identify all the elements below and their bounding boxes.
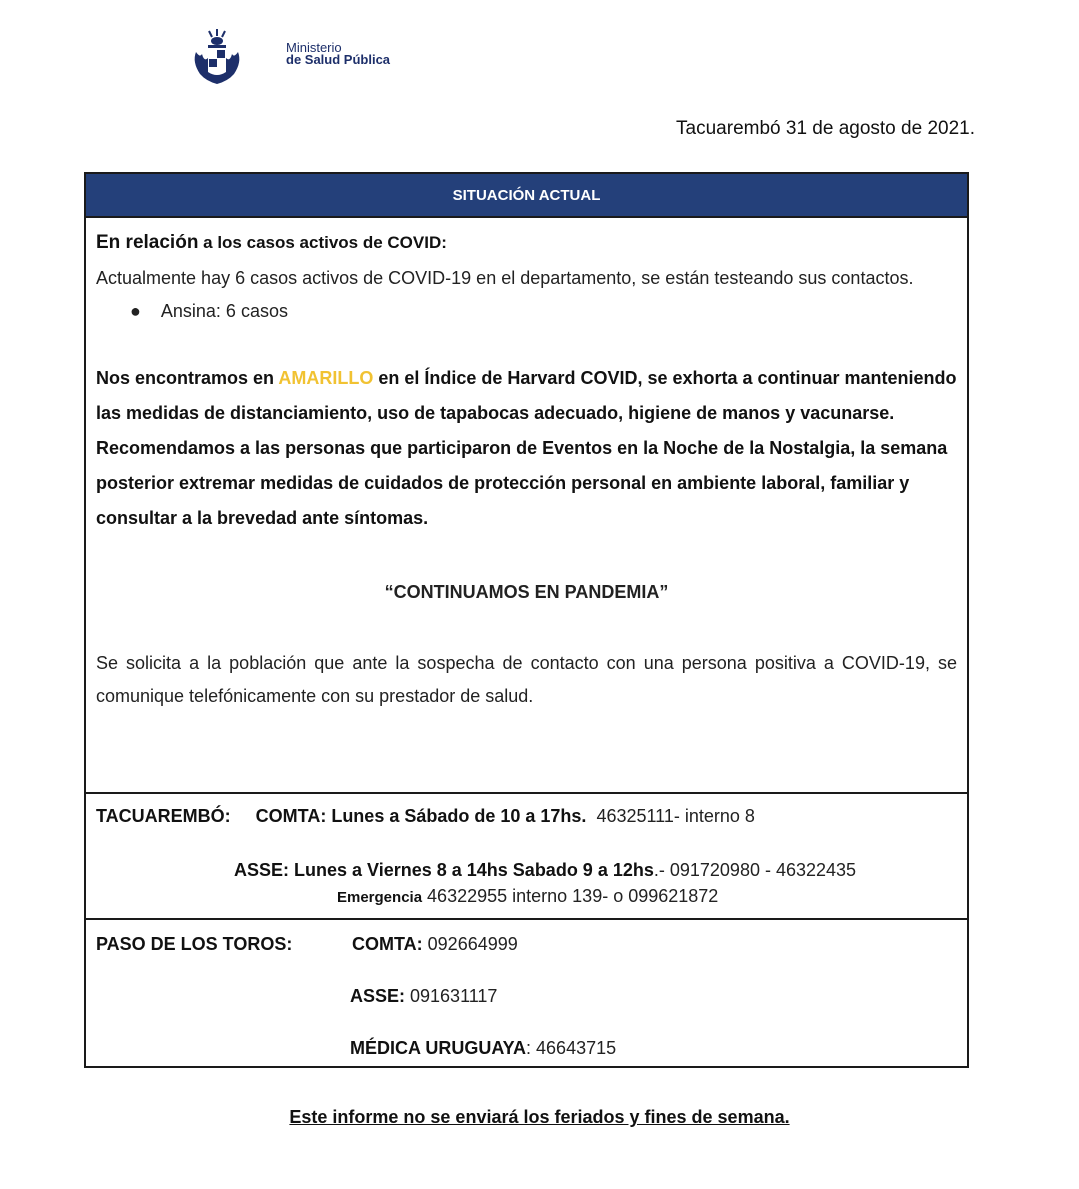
alert-post: en el Índice de Harvard COVID, se exhorta a continuar manteniendo las medidas de distanciamiento, uso de tapabocas adecuado, higiene de manos y vacunarse.	[96, 368, 957, 423]
intro-paragraph: Actualmente hay 6 casos activos de COVID-19 en el departamento, se están testeando sus contactos.	[96, 268, 914, 288]
document-date: Tacuarembó 31 de agosto de 2021.	[676, 118, 975, 139]
paso-comta	[352, 934, 518, 955]
paso-medica-label: MÉDICA URUGUAYA	[350, 1038, 527, 1058]
paso-medica	[350, 1038, 616, 1059]
tacuarembo-asse	[234, 860, 856, 881]
tacuarembo-comta-label: COMTA: Lunes a Sábado de 10 a 17hs.	[255, 806, 587, 826]
ministry-line2: de Salud Pública	[286, 52, 391, 67]
footer-note: Este informe no se enviará los feriados y fines de semana.	[289, 1107, 790, 1127]
tacuarembo-comta-phone: 46325111- interno 8	[596, 806, 755, 826]
paso-comta-label: COMTA:	[352, 934, 423, 954]
tacuarembo-city: TACUAREMBÓ:	[96, 806, 231, 826]
alert-paragraph	[96, 361, 957, 431]
emergencia-phone: 46322955 interno 139- o 099621872	[422, 886, 719, 906]
tacuarembo-section	[86, 794, 967, 920]
tacuarembo-emergencia	[337, 886, 718, 907]
bullet-item: ● Ansina: 6 casos	[130, 301, 288, 321]
request-paragraph: Se solicita a la población que ante la sospecha de contacto con una persona positiva a COVID-19, se comunique telefónicamente con su prestador de salud.	[96, 653, 957, 706]
situation-box	[84, 172, 969, 1068]
situation-section	[86, 218, 967, 794]
emergencia-label: Emergencia	[337, 889, 423, 906]
section-heading	[96, 232, 957, 254]
paso-city: PASO DE LOS TOROS:	[96, 934, 293, 954]
heading-small: a los casos activos de COVID:	[198, 233, 447, 252]
alert-color-word: AMARILLO	[278, 368, 374, 388]
tacuarembo-comta	[96, 806, 755, 827]
paso-asse-phone: 091631117	[405, 986, 498, 1006]
ministry-line1: Ministerio	[286, 40, 342, 55]
ministry-name	[286, 42, 390, 66]
paso-asse	[350, 986, 497, 1007]
alert-pre: Nos encontramos en	[96, 368, 279, 388]
tacuarembo-asse-phone: .- 091720980 - 46322435	[653, 860, 857, 880]
recommend-paragraph: Recomendamos a las personas que participaron de Eventos en la Noche de la Nostalgia, la semana posterior extremar medidas de cuidados de protección personal en ambiente laboral, familiar y consultar a la brevedad ante síntomas.	[96, 438, 948, 528]
uruguay-coat-of-arms-icon	[188, 28, 246, 86]
paso-medica-phone: : 46643715	[526, 1038, 617, 1058]
heading-large: En relación	[96, 232, 199, 253]
tacuarembo-asse-label: ASSE: Lunes a Viernes 8 a 14hs Sabado 9 a 12hs	[234, 860, 654, 880]
paso-section	[86, 920, 967, 1070]
box-title: SITUACIÓN ACTUAL	[86, 174, 967, 218]
slogan: “CONTINUAMOS EN PANDEMIA”	[384, 582, 669, 602]
bullet-text: Ansina: 6 casos	[160, 301, 288, 321]
paso-comta-phone: 092664999	[422, 934, 518, 954]
paso-asse-label: ASSE:	[350, 986, 406, 1006]
